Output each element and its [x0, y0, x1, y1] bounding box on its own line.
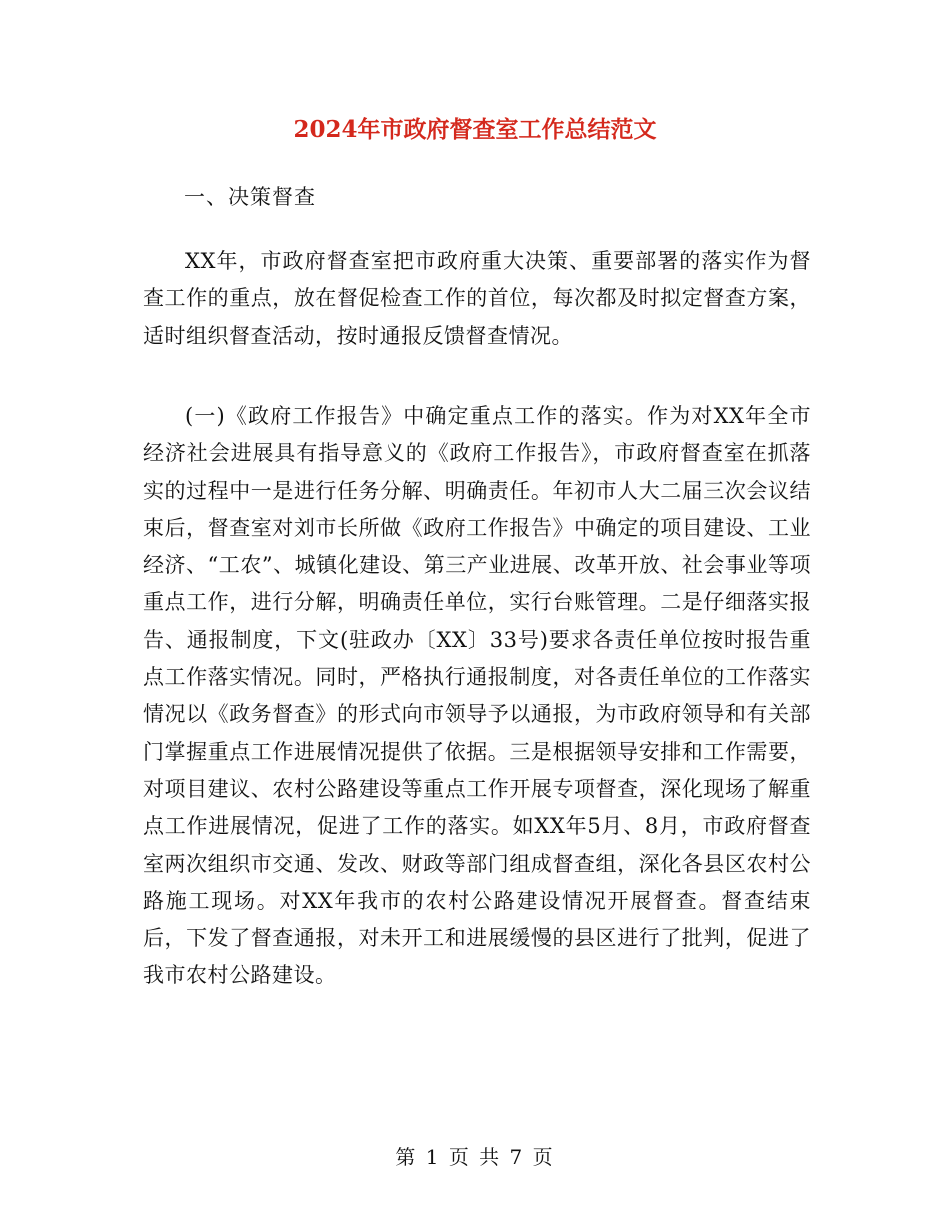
paragraph-intro: XX年，市政府督查室把市政府重大决策、重要部署的落实作为督查工作的重点，放在督促检查工作的首位，每次都及时拟定督查方案，适时组织督查活动，按时通报反馈督查情况。: [143, 249, 811, 348]
page-number-footer: 第 1 页 共 7 页: [395, 1145, 555, 1169]
document-title: 2024年市政府督查室工作总结范文: [293, 116, 657, 143]
paragraph-government-report: (一)《政府工作报告》中确定重点工作的落实。作为对XX年全市经济社会进展具有指导意义的《政府工作报告》，市政府督查室在抓落实的过程中一是进行任务分解、明确责任。年初市人大二届三次会议结束后，督查室对刘市长所做《政府工作报告》中确定的项目建设、工业经济、“工农”、城镇化建设、第三产业进展、改革开放、社会事业等项重点工作，进行分解，明确责任单位，实行台账管理。二是仔细落实报告、通报制度，下文(驻政办〔XX〕33号)要求各责任单位按时报告重点工作落实情况。同时，严格执行通报制度，对各责任单位的工作落实情况以《政务督查》的形式向市领导予以通报，为市政府领导和有关部门掌握重点工作进展情况提供了依据。三是根据领导安排和工作需要，对项目建议、农村公路建设等重点工作开展专项督查，深化现场了解重点工作进展情况，促进了工作的落实。如XX年5月、8月，市政府督查室两次组织市交通、发改、财政等部门组成督查组，深化各县区农村公路施工现场。对XX年我市的农村公路建设情况开展督查。督查结束后，下发了督查通报，对未开工和进展缓慢的县区进行了批判，促进了我市农村公路建设。: [143, 404, 811, 988]
section-heading: 一、决策督查: [184, 185, 316, 209]
